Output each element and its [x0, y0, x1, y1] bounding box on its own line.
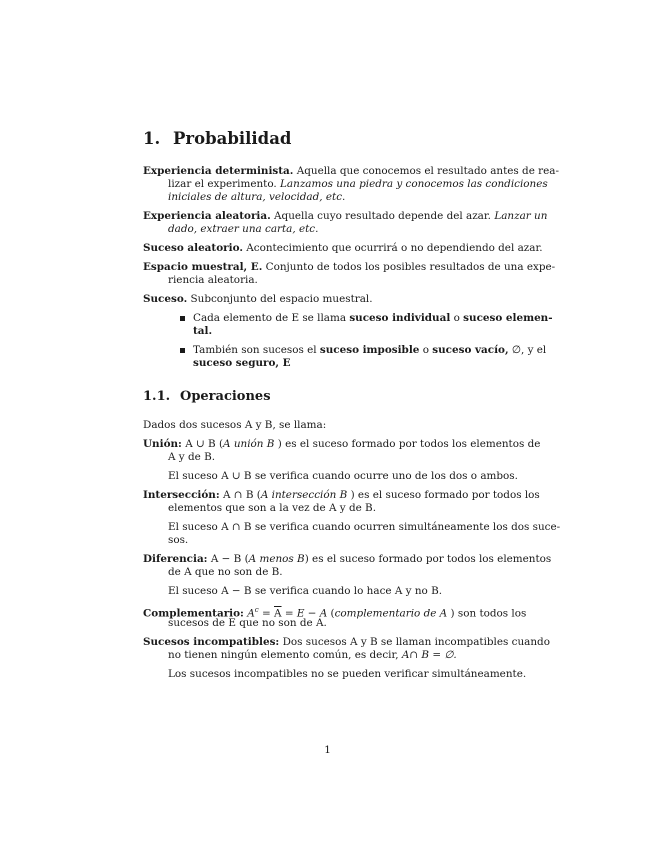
subsection-title: Operaciones — [180, 389, 271, 404]
definition-deterministic — [143, 165, 559, 178]
definition-term: Espacio muestral, E. — [143, 261, 263, 273]
definition-text: Subconjunto del espacio muestral. — [190, 293, 373, 305]
operation-continuation — [168, 617, 327, 630]
section-number: 1. — [143, 129, 161, 148]
operation-text: sucesos de E que no son de A. — [168, 617, 327, 629]
definition-continuation — [168, 191, 345, 204]
operation-complement: Complementario: $A^c = \overline{A} = E - A$ (complementario de A ) son todos los — [143, 606, 527, 620]
bullet-text: o — [453, 312, 460, 324]
operation-text: Dos sucesos A y B se llaman incompatibles cuando — [282, 636, 550, 648]
operation-text: de A que no son de B. — [168, 566, 283, 578]
operation-text: no tienen ningún elemento común, es decir, — [168, 649, 399, 661]
operation-continuation — [168, 566, 283, 579]
definition-continuation — [168, 274, 258, 287]
definition-term: Experiencia aleatoria. — [143, 210, 271, 222]
operation-name: A unión B — [223, 438, 275, 450]
bullet-continuation — [193, 357, 291, 370]
operation-term: Diferencia: — [143, 553, 208, 565]
operation-name: A intersección B — [260, 489, 348, 501]
bullet-text: , y el — [520, 344, 547, 356]
definition-text: Aquella que conocemos el resultado antes de rea- — [296, 165, 559, 177]
operation-note: El suceso A ∪ B se verifica cuando ocurre uno de los dos o ambos. — [168, 470, 518, 482]
operation-name: A menos B — [248, 553, 305, 565]
operation-text: ) es el suceso formado por todos los elementos — [304, 553, 552, 565]
operation-text: ) es el suceso formado por todos los elementos de — [277, 438, 541, 450]
operation-expression: = — [261, 607, 271, 620]
operation-note: El suceso A − B se verifica cuando lo hace A y no B. — [168, 585, 443, 597]
operation-note: sos. — [168, 534, 189, 546]
operation-continuation — [168, 502, 376, 515]
definition-example: Lanzar un — [494, 210, 548, 222]
definition-sample-space — [143, 261, 555, 274]
bullet-term: suceso elemen- — [463, 312, 553, 324]
operation-continuation — [168, 649, 457, 662]
operation-union: Unión: A ∪ B (A unión B ) es el suceso formado por todos los elementos de — [143, 438, 541, 450]
definition-term: Suceso aleatorio. — [143, 242, 243, 254]
operation-expression: $\overline{A}$ — [274, 607, 282, 620]
bullet-text: También son sucesos el — [193, 344, 317, 356]
section-title: Probabilidad — [173, 129, 292, 148]
operation-note: El suceso A ∩ B se verifica cuando ocurren simultáneamente los dos suce- — [168, 521, 561, 533]
bullet-icon — [180, 316, 185, 321]
definition-text: Acontecimiento que ocurrirá o no dependiendo del azar. — [246, 242, 543, 254]
bullet-continuation — [193, 325, 212, 338]
definition-text: riencia aleatoria. — [168, 274, 258, 286]
definition-text: Conjunto de todos los posibles resultados de una expe- — [265, 261, 556, 273]
complement-superscript: c — [254, 606, 259, 614]
operation-term: Complementario: — [143, 607, 244, 620]
definition-example: Lanzamos una piedra y conocemos las condiciones — [280, 178, 548, 190]
operation-name: complementario de A — [334, 607, 448, 620]
operation-incompatible — [143, 636, 550, 649]
bullet-term: suceso imposible — [319, 344, 420, 356]
operation-expression: A — [247, 607, 255, 620]
operation-expression: A − B — [210, 553, 242, 565]
bullet-term: tal. — [193, 325, 213, 337]
operation-intersection: Intersección: A ∩ B (A intersección B ) es el suceso formado por todos los — [143, 489, 540, 501]
operation-expression: A∩ B = ∅. — [401, 649, 457, 661]
operation-continuation — [168, 451, 215, 464]
definition-text: lizar el experimento. — [168, 178, 277, 190]
definition-example: dado, extraer una carta, etc. — [168, 223, 319, 235]
bullet-term: suceso individual — [349, 312, 451, 324]
definition-continuation — [168, 223, 318, 236]
operation-difference: Diferencia: A − B (A menos B) es el suceso formado por todos los elementos — [143, 553, 552, 565]
operation-term: Unión: — [143, 438, 182, 450]
operation-note: Los sucesos incompatibles no se pueden verificar simultáneamente. — [168, 668, 527, 680]
operation-expression: = E − A — [284, 607, 328, 620]
bullet-item — [193, 344, 546, 357]
definition-term: Suceso. — [143, 293, 188, 305]
operation-text: ) es el suceso formado por todos los — [350, 489, 540, 501]
operation-expression: A ∩ B — [223, 489, 254, 501]
bullet-item — [193, 312, 553, 325]
definition-text: Aquella cuyo resultado depende del azar. — [274, 210, 491, 222]
operation-text: ) son todos los — [450, 607, 527, 620]
definition-event — [143, 293, 373, 306]
operation-text: A y de B. — [168, 451, 216, 463]
subsection-heading — [143, 389, 271, 405]
bullet-icon — [180, 348, 185, 353]
intro-text: Dados dos sucesos A y B, se llama: — [143, 419, 327, 431]
operation-term: Sucesos incompatibles: — [143, 636, 280, 648]
bullet-text: Cada elemento de E se llama — [193, 312, 347, 324]
operation-term: Intersección: — [143, 489, 220, 501]
operation-text: elementos que son a la vez de A y de B. — [168, 502, 377, 514]
subsection-number: 1.1. — [143, 389, 171, 404]
definition-random — [143, 210, 547, 223]
page-number: 1 — [324, 744, 331, 756]
definition-term: Experiencia determinista. — [143, 165, 294, 177]
operation-expression: A ∪ B — [185, 438, 216, 450]
definition-random-event — [143, 242, 543, 255]
definition-example: iniciales de altura, velocidad, etc. — [168, 191, 346, 203]
definition-continuation — [168, 178, 548, 191]
empty-set-symbol: ∅ — [511, 344, 521, 356]
bullet-text: o — [422, 344, 429, 356]
section-heading — [143, 129, 291, 149]
bullet-term: suceso seguro, E — [193, 357, 291, 369]
bullet-term: suceso vacío, — [432, 344, 509, 356]
